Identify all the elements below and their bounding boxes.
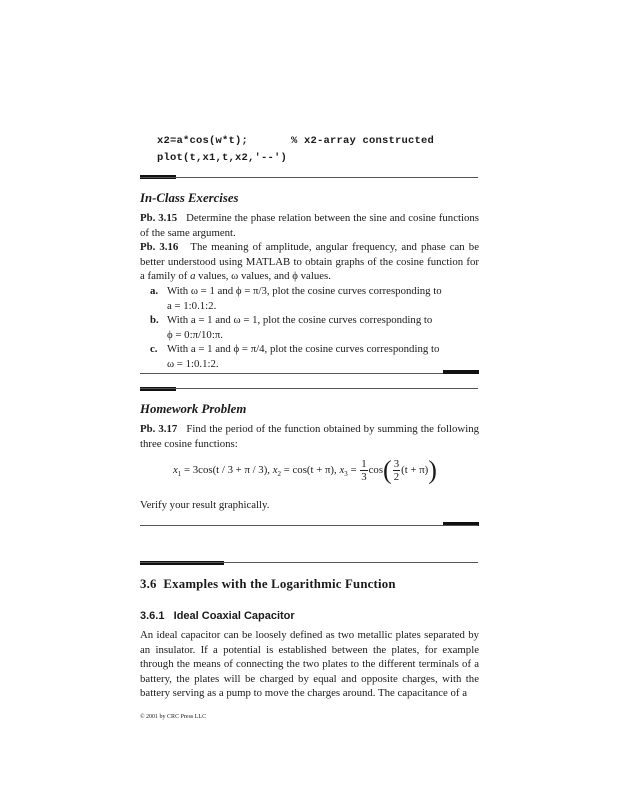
item-line-2: ϕ = 0:π/10:π. xyxy=(167,328,223,341)
code-comment: % x2-array constructed xyxy=(291,135,435,147)
eq-cos: cos xyxy=(368,463,384,476)
section-rule xyxy=(140,562,478,563)
section-heading: 3.6 Examples with the Logarithmic Function xyxy=(140,577,396,591)
eq-x2-sub: 2 xyxy=(277,469,282,478)
item-label: a. xyxy=(150,285,159,297)
item-label: b. xyxy=(150,314,159,326)
divider-rule xyxy=(140,388,478,389)
section-paragraph: An ideal capacitor can be loosely defined as two metallic plates separated by an insulator. If a potential is established between the plates, for example through the means of connecting the two plates to the different terminals of a battery, the plates will be charged by equal and opposite charges, with the battery serving as a pump to move the charges around. The capacitance of a xyxy=(140,629,479,700)
item-line-1: With a = 1 and ω = 1, plot the cosine curves corresponding to xyxy=(167,314,433,326)
frac-denominator: 2 xyxy=(393,471,400,483)
homework-heading: Homework Problem xyxy=(140,402,247,416)
frac-numerator: 3 xyxy=(393,458,400,470)
divider-rule xyxy=(140,525,478,526)
pb-3-16-label: Pb. 3.16 xyxy=(140,241,179,253)
eq-frac-2 xyxy=(393,458,400,483)
pb-3-15-label: Pb. 3.15 xyxy=(140,212,178,224)
left-paren: ( xyxy=(383,455,392,485)
eq-frac-1 xyxy=(360,458,367,483)
eq-x1-rhs: = 3cos(t / 3 + π / 3), xyxy=(184,463,271,476)
code-statement: x2=a*cos(w*t); xyxy=(157,135,249,147)
item-line-2: ω = 1:0.1:2. xyxy=(167,357,219,370)
divider-rule xyxy=(140,373,478,374)
eq-x3-eq: = xyxy=(350,463,357,476)
item-line-2: a = 1:0.1:2. xyxy=(167,299,217,312)
right-paren: ) xyxy=(428,455,437,485)
exercise-item-a xyxy=(150,284,480,313)
pb-3-16-text: The meaning of amplitude, angular frequency, and phase can be better understood using MATLAB to obtain graphs of the cosine function for a family of xyxy=(140,241,479,283)
eq-x1: x xyxy=(173,463,178,476)
eq-x3: x xyxy=(339,463,345,476)
divider-rule xyxy=(140,177,478,178)
eq-tail: (t + π) xyxy=(401,463,429,476)
item-line-1: With ω = 1 and ϕ = π/3, plot the cosine curves corresponding to xyxy=(167,285,442,297)
in-class-heading: In-Class Exercises xyxy=(140,191,239,205)
code-line-2: plot(t,x1,t,x2,'--') xyxy=(157,152,288,164)
pb-3-17-label: Pb. 3.17 xyxy=(140,423,178,435)
pb-3-16-text-tail: values, ω values, and ϕ values. xyxy=(195,270,331,283)
pb-3-17-text: Find the period of the function obtained by summing the following three cosine functions: xyxy=(140,423,479,450)
eq-x1-sub: 1 xyxy=(177,469,182,478)
item-label: c. xyxy=(150,343,158,355)
exercise-item-b xyxy=(150,313,480,342)
pb-3-17 xyxy=(140,422,479,451)
item-line-1: With a = 1 and ϕ = π/4, plot the cosine curves corresponding to xyxy=(167,343,440,355)
equation xyxy=(173,455,437,485)
copyright-footer: © 2001 by CRC Press LLC xyxy=(140,714,207,720)
frac-numerator: 1 xyxy=(361,458,367,470)
verify-text: Verify your result graphically. xyxy=(140,499,270,511)
eq-x3-sub: 3 xyxy=(344,469,348,478)
pb-3-16 xyxy=(140,240,479,284)
code-line-1 xyxy=(157,135,248,147)
eq-x2-rhs: = cos(t + π), xyxy=(283,463,337,476)
exercise-item-c xyxy=(150,342,480,371)
pb-3-15 xyxy=(140,211,479,240)
frac-denominator: 3 xyxy=(361,471,367,483)
pb-3-16-var-a: a xyxy=(190,270,196,283)
divider-bar xyxy=(443,370,479,374)
eq-x2: x xyxy=(272,463,278,476)
subsection-heading: 3.6.1 Ideal Coaxial Capacitor xyxy=(140,610,295,622)
pb-3-15-text: Determine the phase relation between the sine and cosine functions of the same argument. xyxy=(140,212,479,239)
